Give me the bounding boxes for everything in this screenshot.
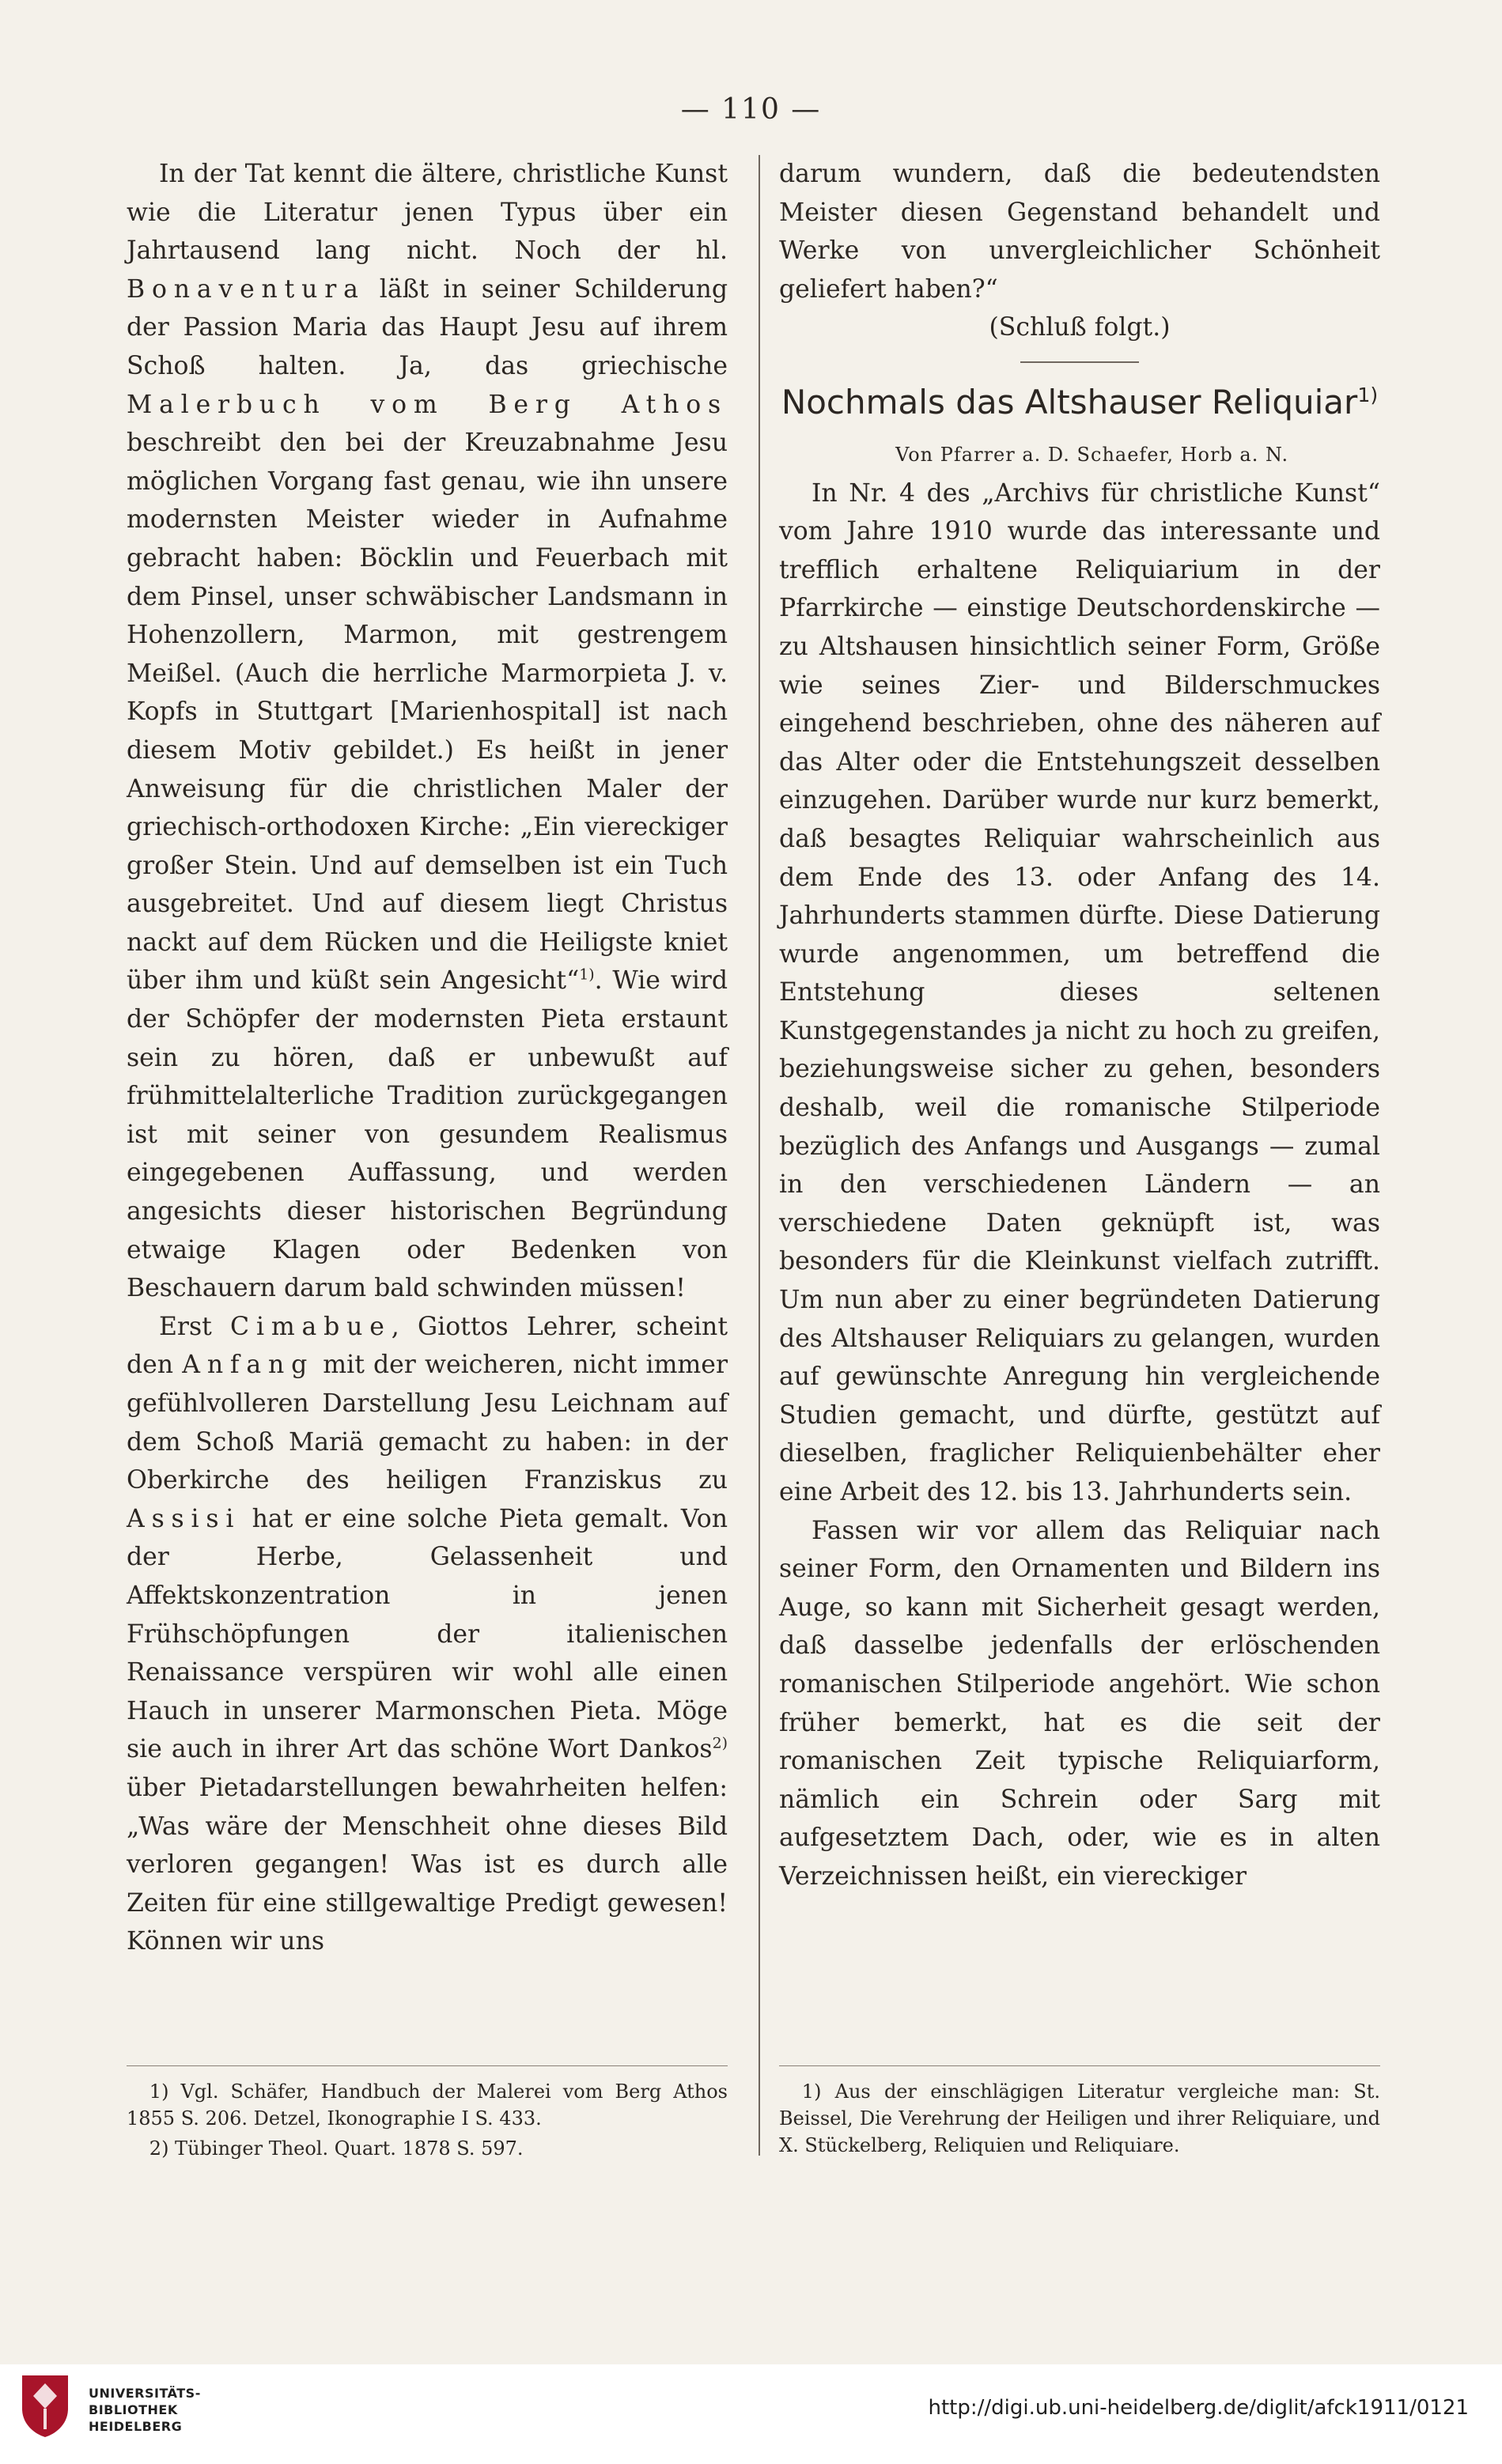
text-run: , Giottos Lehrer, scheint den [127, 1312, 728, 1380]
text-run: hat er eine solche Pieta gemalt. Von der Herbe, Gelassenheit und Affektskonzentration in jenen Frühschöpfungen der italienischen Renaissance verspüren wir wohl alle einen Hauch in unserer Marmonschen Pieta. Möge sie auch in ihrer Art das schöne Wort Dankos [127, 1504, 728, 1764]
left-column [127, 155, 728, 1961]
emphasized-text: Anfang [182, 1351, 315, 1380]
footnotes-left [127, 2078, 728, 2165]
library-name-line-3: HEIDELBERG [89, 2419, 183, 2434]
continuation-text: darum wundern, daß die bedeutendsten Meister diesen Gegenstand behandelt und Werke von unvergleichlicher Schönheit geliefert haben?“ [779, 160, 1380, 304]
text-run: beschreibt den bei der Kreuzabnahme Jesu möglichen Vorgang fast genau, wie ihn unsere modernsten Meister wieder in Aufnahme gebracht haben: Böcklin und Feuerbach mit dem Pinsel, unser schwäbischer Landsmann in Hohenzollern, Marmon, mit gestrengem Meißel. (Auch die herrliche Marmorpieta J. v. Kopfs in Stuttgart [Marienhospital] ist nach diesem Motiv gebildet.) Es heißt in jener Anweisung für die christlichen Maler der griechisch-orthodoxen Kirche: „Ein viereckiger großer Stein. Und auf demselben ist ein Tuch ausgebreitet. Und auf diesem liegt Christus nackt auf dem Rücken und die Heiligste kniet über ihm und küßt sein Angesicht“ [127, 429, 728, 996]
column-divider [759, 155, 760, 2156]
library-name [89, 2385, 201, 2435]
article-title [779, 380, 1380, 425]
section-rule [1020, 361, 1139, 363]
article-title-text: Nochmals das Altshauser Reliquiar [781, 382, 1358, 421]
library-name-line-2: BIBLIOTHEK [89, 2402, 178, 2417]
right-paragraph-2: Fassen wir vor allem das Reliquiar nach seiner Form, den Ornamenten und Bildern ins Auge, so kann mit Sicherheit gesagt werden, daß dasselbe jedenfalls der erlöschenden romanischen Stilperiode angehört. Wie schon früher bemerkt, hat es die seit der romanischen Zeit typische Reliquiarform, nämlich ein Schrein oder Sarg mit aufgesetztem Dach, oder, wie es in alten Verzeichnissen heißt, ein viereckiger [779, 1516, 1380, 1891]
right-paragraph-1: In Nr. 4 des „Archivs für christliche Kunst“ vom Jahre 1910 wurde das interessante und trefflich erhaltene Reliquiarium in der Pfarrkirche — einstige Deutschordenskirche — zu Altshausen hinsichtlich seiner Form, Größe wie seines Zier- und Bilderschmuckes eingehend beschrieben, ohne des näheren auf das Alter oder die Entstehungszeit desselben einzugehen. Darüber wurde nur kurz bemerkt, daß besagtes Reliquiar wahrscheinlich aus dem Ende des 13. oder Anfang des 14. Jahrhunderts stammen dürfte. Diese Datierung wurde angenommen, um betreffend die Entstehung dieses seltenen Kunstgegenstandes ja nicht zu hoch zu greifen, beziehungsweise sicher zu gehen, besonders deshalb, weil die romanische Stilperiode bezüglich des Anfangs und Ausgangs — zumal in den verschiedenen Ländern — an verschiedene Daten geknüpft ist, was besonders für die Kleinkunst vielfach zutrifft. Um nun aber zu einer begründeten Datierung des Altshauser Reliquiars zu gelangen, wurden auf gewünschte Anregung hin vergleichende Studien gemacht, und dürfte, gestützt auf dieselben, fraglicher Reliquienbehälter eher eine Arbeit des 12. bis 13. Jahrhunderts sein. [779, 478, 1380, 1506]
text-run: läßt in seiner Schilderung der Passion Maria das Haupt Jesu auf ihrem Schoß halten. Ja, das griechische [127, 274, 728, 380]
footnote-1-left: 1) Vgl. Schäfer, Handbuch der Malerei vom Berg Athos 1855 S. 206. Detzel, Ikonographie I S. 433. [127, 2080, 728, 2130]
article-title-footnote-mark: 1) [1357, 383, 1379, 406]
closing-note: (Schluß folgt.) [989, 313, 1171, 342]
library-logo-icon [17, 2372, 73, 2439]
emphasized-text: Bonaventura [127, 274, 365, 304]
footnote-mark: 2) [712, 1734, 728, 1752]
footnotes-right [779, 2078, 1380, 2162]
emphasized-text: Cimabue [230, 1312, 392, 1341]
text-run: mit der weicheren, nicht immer gefühlvolleren Darstellung Jesu Leichnam auf dem Schoß Mariä gemacht zu haben: in der Oberkirche des heiligen Franziskus zu [127, 1351, 728, 1495]
footnote-rule-right [779, 2065, 1380, 2066]
page-number: — 110 — [680, 93, 822, 126]
footnote-1-right: 1) Aus der einschlägigen Literatur vergleiche man: St. Beissel, Die Verehrung der Heiligen und ihrer Reliquiare, und X. Stückelberg, Reliquien und Reliquiare. [779, 2080, 1380, 2156]
left-paragraph-2 [127, 1308, 728, 1961]
emphasized-text: Malerbuch vom Berg Athos [127, 390, 728, 419]
right-column [779, 155, 1380, 1896]
text-run: In der Tat kennt die ältere, christliche Kunst wie die Literatur jenen Typus über ein Jahrtausend lang nicht. Noch der hl. [127, 160, 728, 266]
text-run: Erst [158, 1312, 231, 1341]
library-name-line-1: UNIVERSITÄTS- [89, 2386, 201, 2401]
text-run: über Pietadarstellungen bewahrheiten helfen: „Was wäre der Menschheit ohne dieses Bild verloren gegangen! Was ist es durch alle Zeiten für eine stillgewaltige Predigt gewesen! Können wir uns [127, 1773, 728, 1956]
emphasized-text: Assisi [127, 1504, 241, 1533]
source-url-link[interactable]: http://digi.ub.uni-heidelberg.de/diglit/afck1911/0121 [928, 2396, 1469, 2420]
left-paragraph-1 [127, 155, 728, 1308]
footnote-rule-left [127, 2065, 728, 2066]
footnote-2-left: 2) Tübinger Theol. Quart. 1878 S. 597. [149, 2137, 524, 2160]
byline: Von Pfarrer a. D. Schaefer, Horb a. N. [895, 443, 1289, 466]
text-run: . Wie wird der Schöpfer der modernsten Pieta erstaunt sein zu hören, daß er unbewußt auf frühmittelalterliche Tradition zurückgegangen ist mit seiner von gesundem Realismus eingegebenen Auffassung, und werden angesichts dieser historischen Begründung etwaige Klagen oder Bedenken von Beschauern darum bald schwinden müssen! [127, 966, 728, 1303]
footnote-mark: 1) [579, 966, 595, 984]
